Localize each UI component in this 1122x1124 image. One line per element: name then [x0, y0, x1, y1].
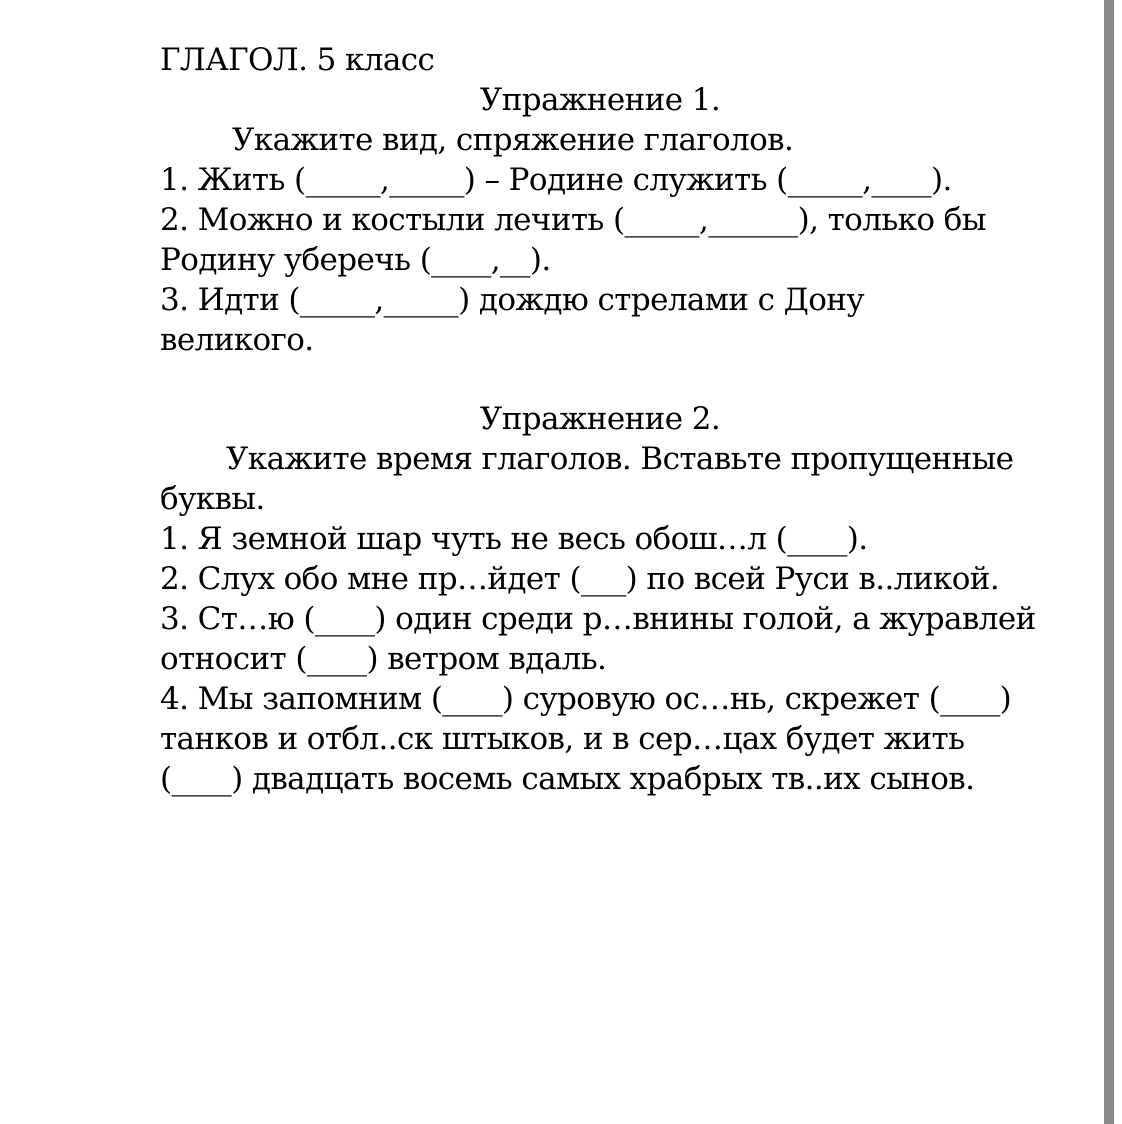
section-spacer: [160, 360, 1040, 399]
page-edge-gap: [1114, 0, 1122, 1124]
exercise-2-line-2: 2. Слух обо мне пр…йдет (___) по всей Руси в..ликой.: [160, 561, 1000, 597]
exercise-2-line-3: 3. Ст…ю (____) один среди р…внины голой, а журавлей: [160, 601, 1036, 637]
exercise-1-line-5: великого.: [160, 322, 314, 358]
exercise-2-instruction: Укажите время глаголов. Вставьте пропущенные: [226, 441, 1014, 477]
exercise-1-line-1: 1. Жить (_____,_____) – Родине служить (_____,____).: [160, 162, 952, 198]
exercise-1-heading: Упражнение 1.: [479, 82, 721, 118]
document-content: [160, 40, 1040, 799]
page-edge-border: [1104, 0, 1114, 1124]
exercise-1-line-2: 2. Можно и костыли лечить (_____,______), только бы: [160, 202, 986, 238]
exercise-2-line-1: 1. Я земной шар чуть не весь обош…л (____).: [160, 521, 868, 557]
exercise-1-line-4: 3. Идти (_____,_____) дождю стрелами с Дону: [160, 282, 865, 318]
exercise-2-heading: Упражнение 2.: [479, 401, 721, 437]
exercise-2-line-6: танков и отбл..ск штыков, и в сер…цах будет жить: [160, 721, 965, 757]
document-title: ГЛАГОЛ. 5 класс: [160, 42, 435, 78]
exercise-2-line-5: 4. Мы запомним (____) суровую ос…нь, скрежет (____): [160, 681, 1012, 717]
exercise-1-instruction: Укажите вид, спряжение глаголов.: [232, 122, 794, 158]
exercise-2-line-4: относит (____) ветром вдаль.: [160, 641, 607, 677]
exercise-2-line-7: (____) двадцать восемь самых храбрых тв..их сынов.: [160, 761, 975, 797]
exercise-1-line-3: Родину уберечь (____,__).: [160, 242, 551, 278]
exercise-2-instruction-continued: буквы.: [160, 481, 265, 517]
